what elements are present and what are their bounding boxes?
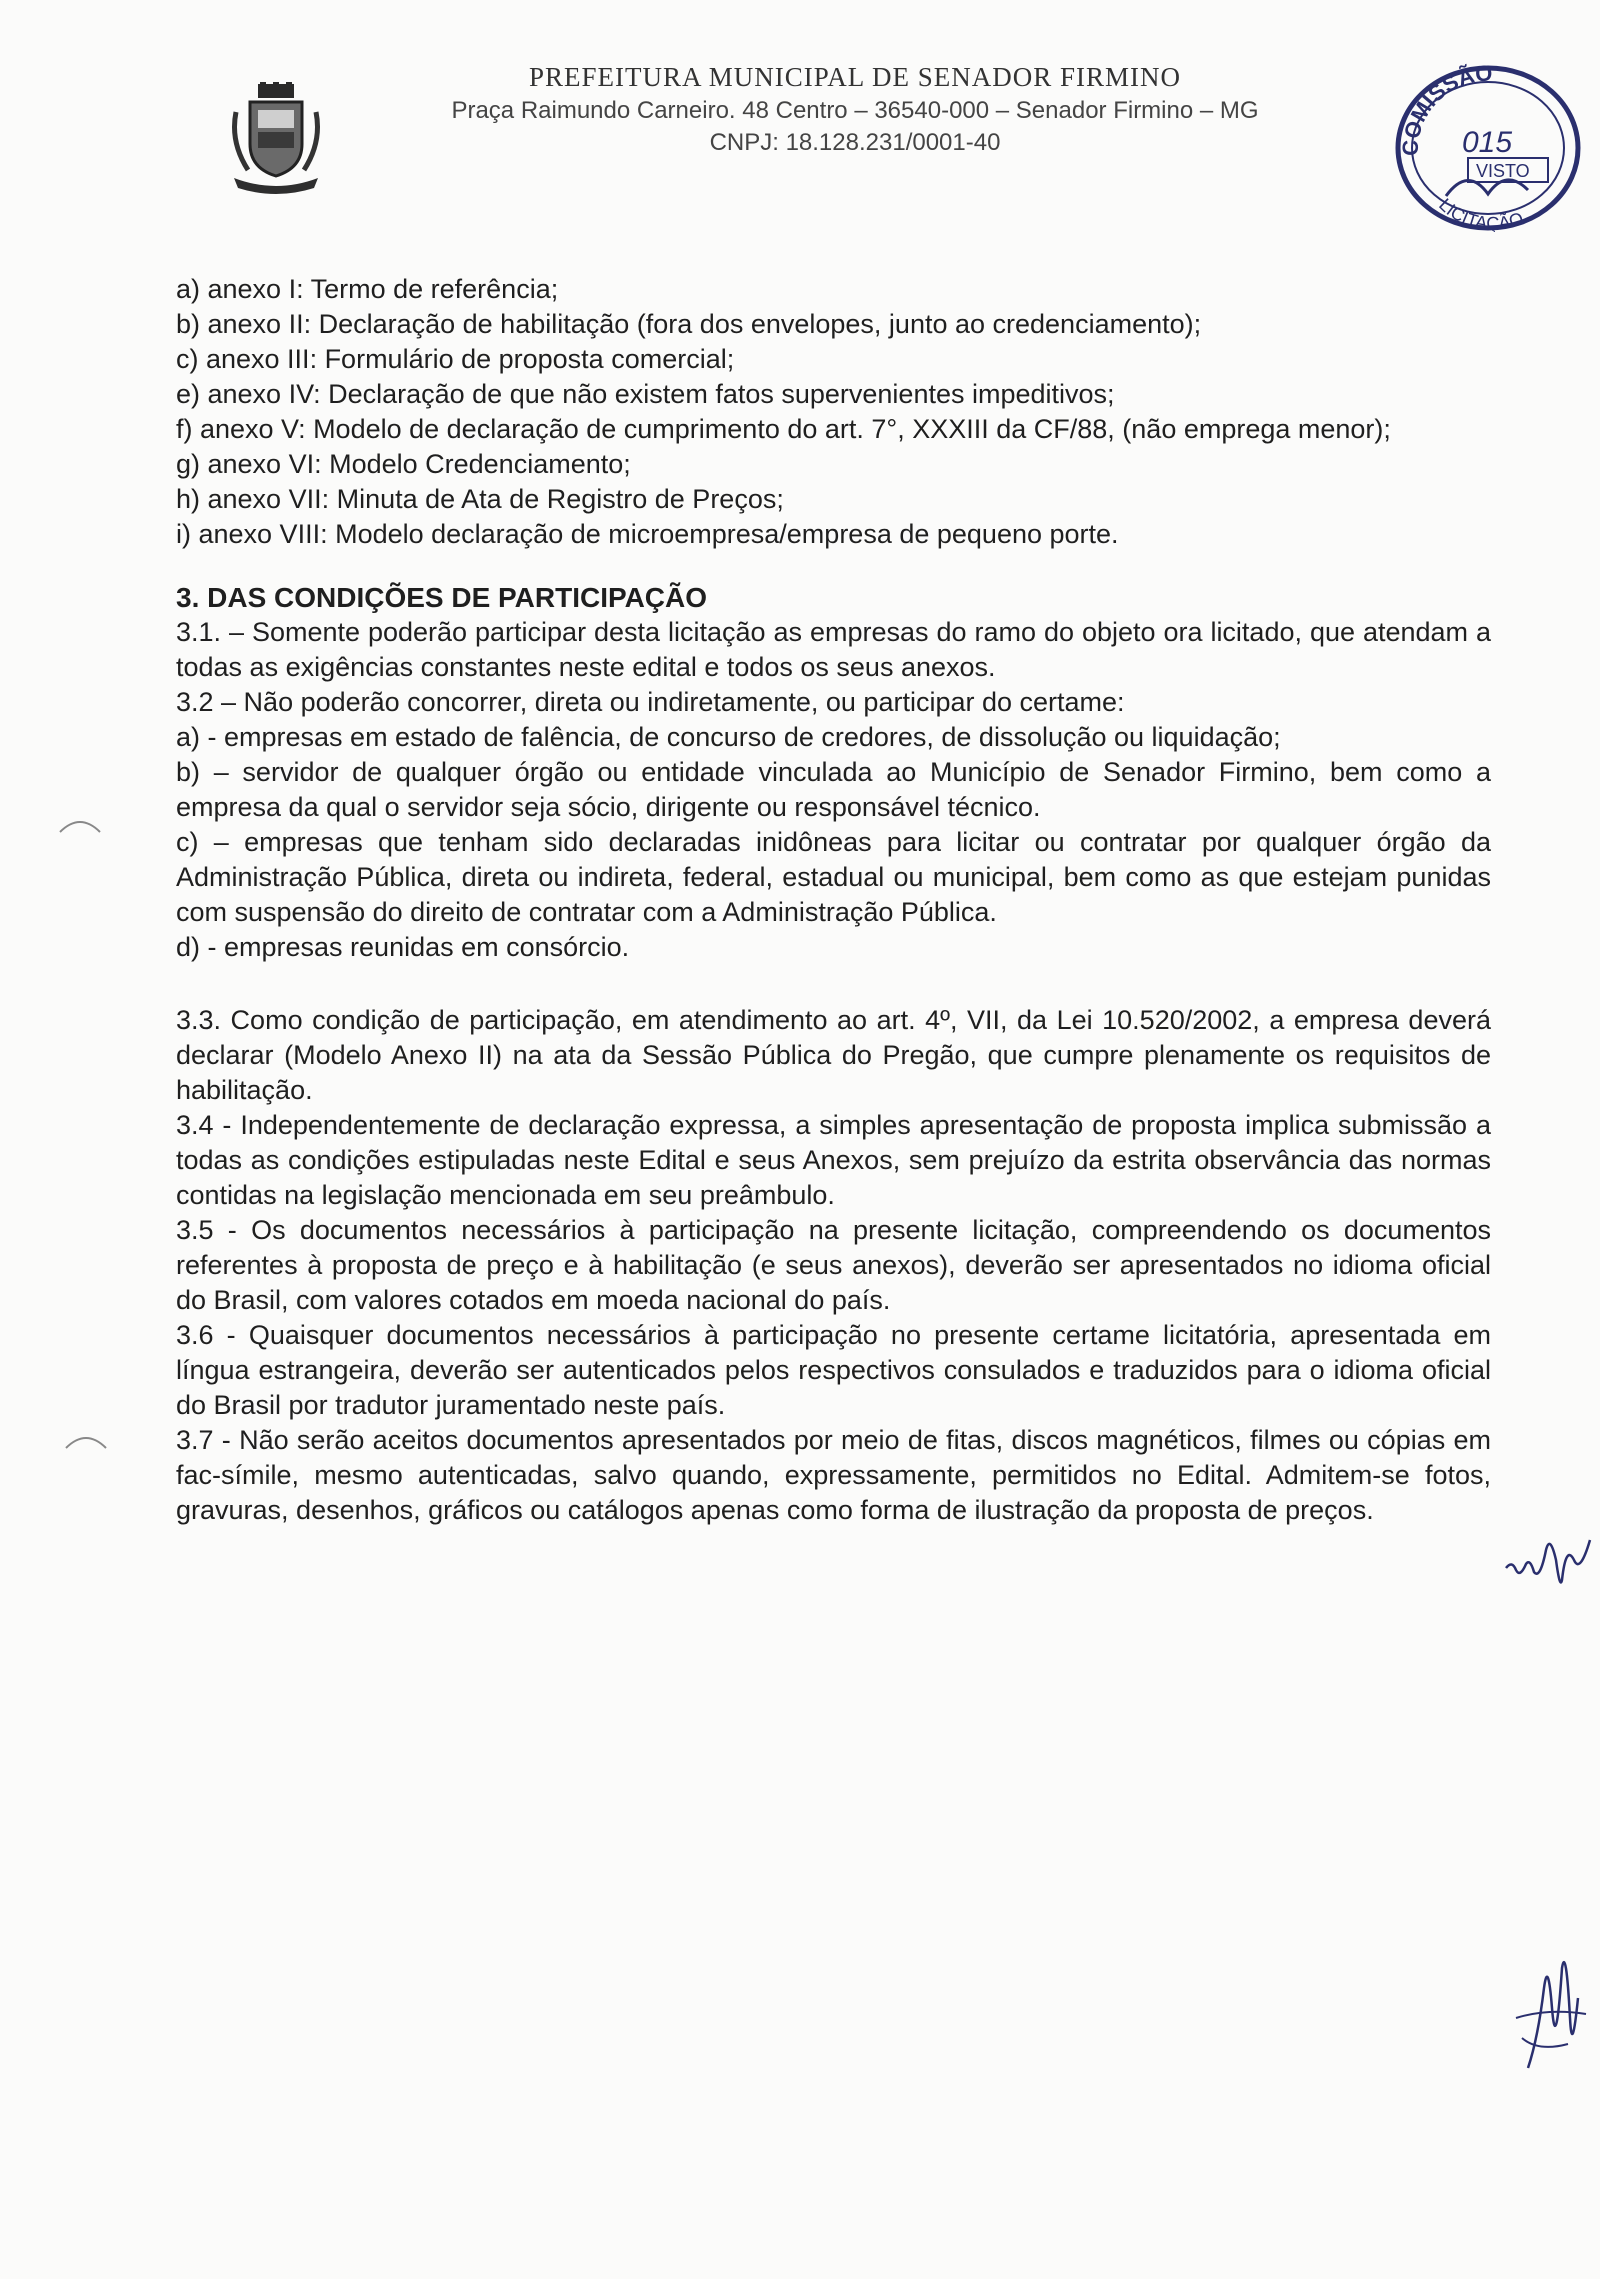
annex-item: c) anexo III: Formulário de proposta comercial; [176,344,735,374]
clause-3-5: 3.5 - Os documentos necessários à participação na presente licitação, compreendendo os documentos referentes à proposta de preço e à habilitação (e seus anexos), deverão ser apresentados no idioma oficial do Brasil, com valores cotados em moeda nacional do país. [176,1215,1491,1315]
clause-3-2-c: c) – empresas que tenham sido declaradas inidôneas para licitar ou contratar por qualquer órgão da Administração Pública, direta ou indireta, federal, estadual ou municipal, bem como as que estejam punidas com suspensão do direito de contratar com a Administração Pública. [176,827,1491,927]
svg-text:LICITAÇÃO [1435,194,1526,232]
clause-3-2-a: a) - empresas em estado de falência, de concurso de credores, de dissolução ou liquidação; [176,722,1281,752]
municipal-crest-logo [228,82,324,194]
stamp-number: 015 [1462,126,1513,159]
letterhead-address: Praça Raimundo Carneiro. 48 Centro – 36540-000 – Senador Firmino – MG [451,97,1259,124]
stamp-visto: VISTO [1476,161,1530,181]
annex-item: g) anexo VI: Modelo Credenciamento; [176,449,631,479]
clause-3-1: 3.1. – Somente poderão participar desta licitação as empresas do ramo do objeto ora licitado, que atendam a todas as exigências constantes neste edital e todos os seus anexos. [176,617,1491,682]
annex-item: i) anexo VIII: Modelo declaração de microempresa/empresa de pequeno porte. [176,519,1119,549]
handwritten-signature [1508,1948,1592,2078]
handwritten-initials [1500,1520,1598,1592]
commission-stamp [1388,56,1586,232]
clause-3-6: 3.6 - Quaisquer documentos necessários à participação no presente certame licitatória, apresentada em língua estrangeira, deverão ser autenticados pelos respectivos consulados e traduzidos para o idioma oficial do Brasil por tradutor juramentado neste país. [176,1320,1491,1420]
punch-hole-mark [56,812,104,836]
annex-item: a) anexo I: Termo de referência; [176,274,559,304]
punch-hole-mark [62,1428,110,1452]
clause-3-2 [176,685,1491,965]
document-body [176,272,1491,1528]
annex-item: b) anexo II: Declaração de habilitação (fora dos envelopes, junto ao credenciamento); [176,309,1202,339]
letterhead [330,62,1380,157]
annex-item: f) anexo V: Modelo de declaração de cumprimento do art. 7°, XXXIII da CF/88, (não emprega menor); [176,414,1391,444]
annex-item: h) anexo VII: Minuta de Ata de Registro de Preços; [176,484,784,514]
clause-3-2-d: d) - empresas reunidas em consórcio. [176,932,630,962]
section-title: 3. DAS CONDIÇÕES DE PARTICIPAÇÃO [176,582,708,613]
letterhead-title: PREFEITURA MUNICIPAL DE SENADOR FIRMINO [528,62,1182,92]
annex-item: e) anexo IV: Declaração de que não existem fatos supervenientes impeditivos; [176,379,1115,409]
clause-3-4: 3.4 - Independentemente de declaração expressa, a simples apresentação de proposta implica submissão a todas as condições estipuladas neste Edital e seus Anexos, sem prejuízo da estrita observância das normas contidas na legislação mencionada em seu preâmbulo. [176,1110,1491,1210]
stamp-top-text: COMISSÃO [1397,60,1494,157]
stamp-bottom-text: LICITAÇÃO [1435,194,1526,232]
letterhead-cnpj: CNPJ: 18.128.231/0001-40 [709,129,1001,156]
clause-3-2-b: b) – servidor de qualquer órgão ou entidade vinculada ao Município de Senador Firmino, bem como a empresa da qual o servidor seja sócio, dirigente ou responsável técnico. [176,757,1491,822]
clause-3-7: 3.7 - Não serão aceitos documentos apresentados por meio de fitas, discos magnéticos, filmes ou cópias em fac-símile, mesmo autenticadas, salvo quando, expressamente, permitidos no Edital. Admitem-se fotos, gravuras, desenhos, gráficos ou catálogos apenas como forma de ilustração da proposta de preços. [176,1425,1491,1525]
clause-3-3: 3.3. Como condição de participação, em atendimento ao art. 4º, VII, da Lei 10.520/2002, a empresa deverá declarar (Modelo Anexo II) na ata da Sessão Pública do Pregão, que cumpre plenamente os requisitos de habilitação. [176,1005,1491,1105]
clause-3-2-intro: 3.2 – Não poderão concorrer, direta ou indiretamente, ou participar do certame: [176,687,1125,717]
